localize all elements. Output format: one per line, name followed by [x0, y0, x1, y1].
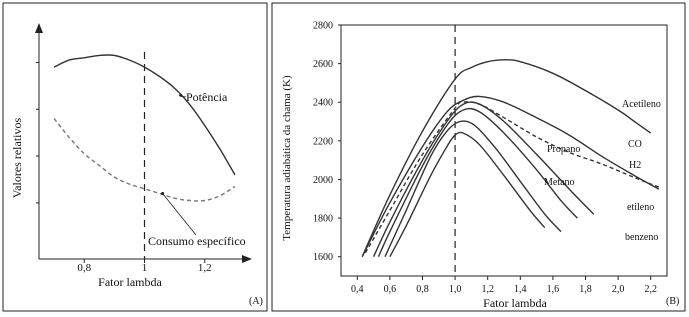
panel-a-border [3, 3, 267, 311]
x-tick-label: 1,8 [579, 284, 592, 295]
series-label-etileno: etileno [627, 202, 655, 213]
series-line-co [362, 96, 659, 256]
series-label-h2: H2 [629, 160, 642, 171]
y-tick-label: 2400 [313, 97, 333, 109]
marker-dot-potencia [179, 94, 182, 97]
plot-frame [341, 25, 667, 276]
x-tick-label: 1,2 [197, 262, 212, 274]
y-axis-arrow [35, 23, 43, 33]
chart-panel-b [272, 3, 685, 311]
x-tick-label: 2,0 [611, 284, 625, 295]
x-tick-label: 0,4 [351, 284, 364, 295]
panel-a-y-axis-label: Valores relativos [10, 117, 24, 199]
y-tick-label: 2200 [313, 136, 333, 148]
x-tick-label: 1,0 [448, 284, 462, 295]
panel-b-series [362, 25, 659, 276]
panel-b-axes [341, 25, 667, 276]
series-label-consumo: Consumo específico [148, 234, 246, 248]
series-label-metano: Metano [544, 177, 575, 188]
panel-b-y-axis-label: Temperatura adiabática da chama (K) [281, 75, 293, 241]
panel-a-axes [35, 23, 252, 263]
x-tick-label: 1,2 [481, 284, 494, 295]
panel-a-tag: (A) [249, 296, 263, 307]
leader-line-consumo [163, 193, 196, 235]
marker-dot-consumo [161, 192, 164, 195]
panel-b-tag: (B) [666, 296, 680, 307]
series-label-propano: Propano [547, 144, 581, 155]
series-label-co: CO [628, 139, 642, 150]
x-axis-arrow [242, 255, 252, 263]
x-tick-label: 2,2 [644, 284, 657, 295]
x-tick-label: 0,8 [77, 262, 92, 274]
series-label-acetileno: Acetileno [622, 99, 661, 110]
x-tick-label: 0,8 [416, 284, 429, 295]
panel-a-x-axis-label: Fator lambda [98, 275, 162, 289]
panel-b-series-labels [544, 99, 661, 243]
x-tick-label: 1,6 [546, 284, 560, 295]
y-tick-label: 1600 [313, 252, 333, 264]
y-tick-label: 2600 [313, 59, 333, 71]
x-tick-label: 0,6 [383, 284, 397, 295]
x-tick-label: 1,4 [514, 284, 527, 295]
y-tick-label: 2000 [313, 174, 333, 186]
panel-b-border [272, 3, 685, 311]
chart-panel-a [3, 3, 267, 311]
y-tick-label: 2800 [313, 20, 333, 32]
panel-b-x-axis-label: Fator lambda [483, 296, 547, 310]
x-tick-label: 1 [141, 262, 148, 274]
y-tick-label: 1800 [313, 213, 333, 225]
panel-a-series [54, 52, 235, 259]
series-label-potencia: Potência [186, 90, 228, 104]
series-line-h2 [365, 102, 659, 253]
series-label-benzeno: benzeno [625, 232, 659, 243]
